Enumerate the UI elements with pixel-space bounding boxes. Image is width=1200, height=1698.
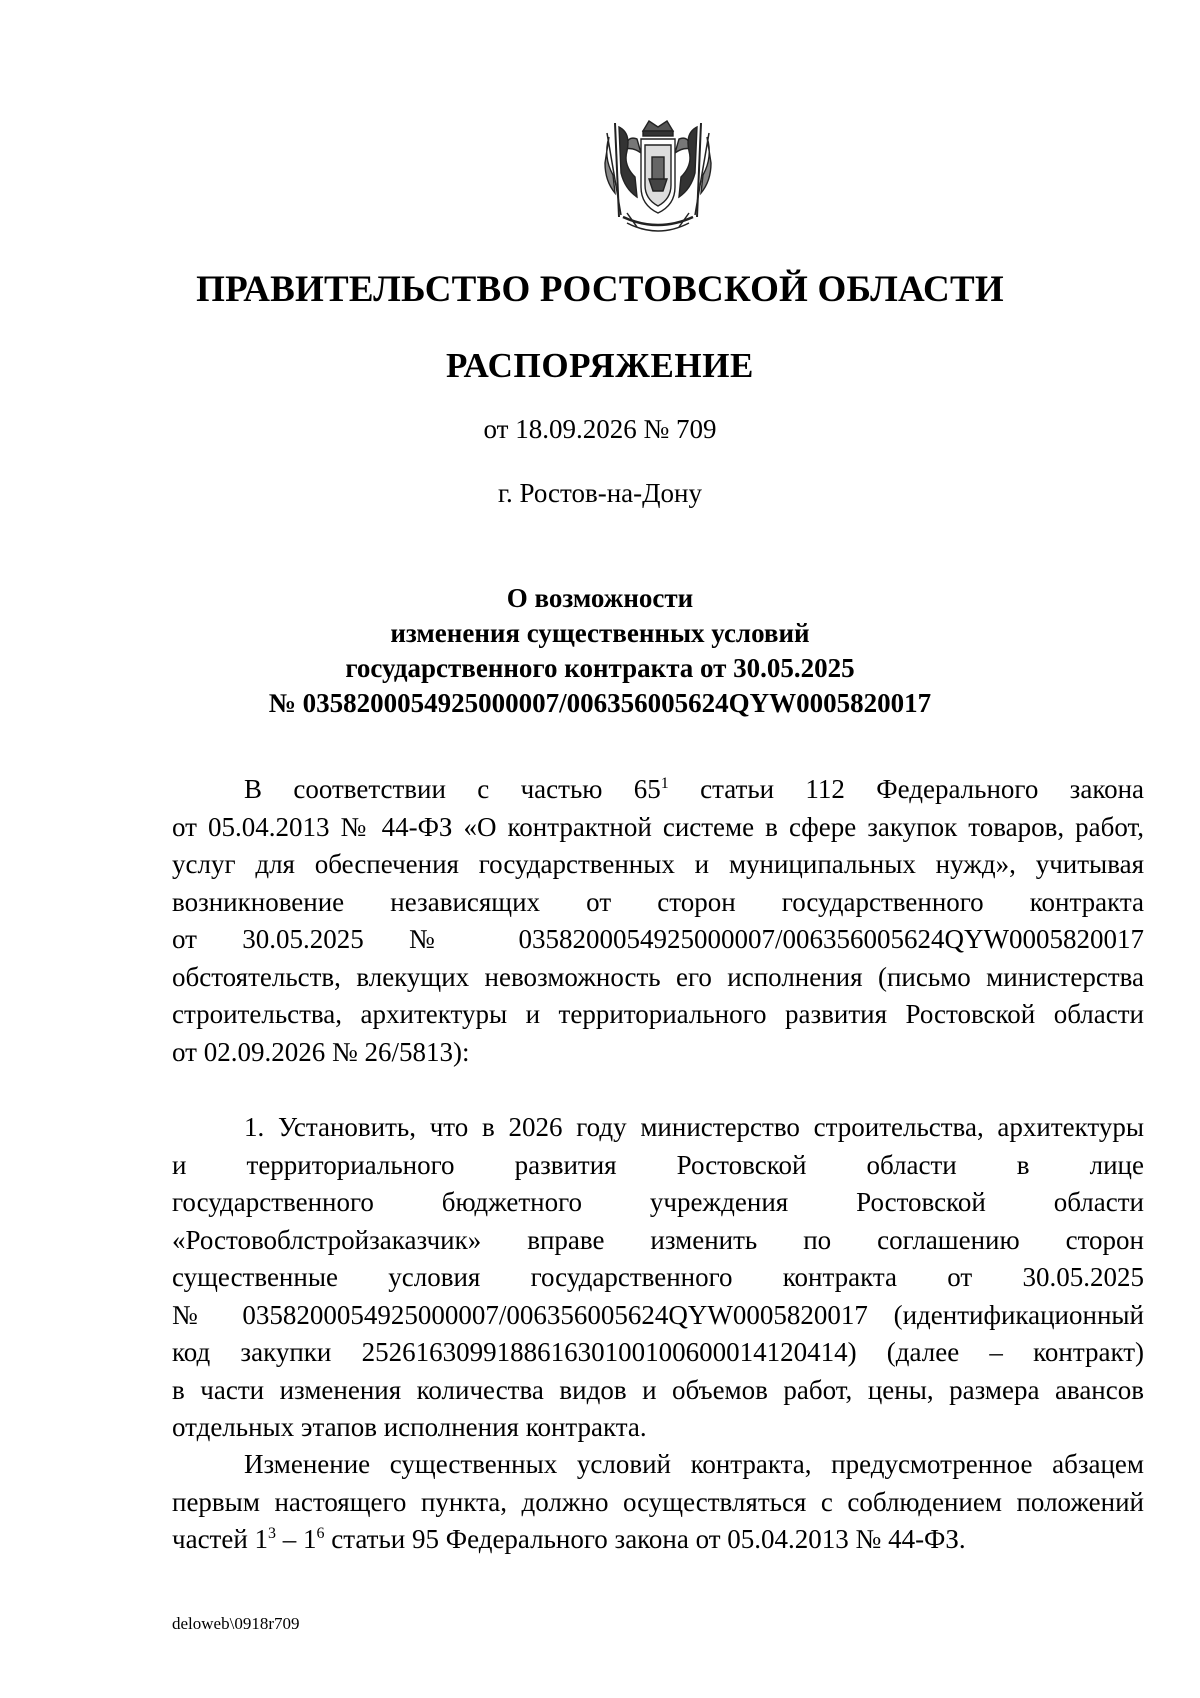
text-fragment: статьи 95 Федерального закона от 05.04.2013 № 44-ФЗ. [324,1524,966,1554]
coat-of-arms-icon [597,117,719,239]
text-fragment: частей 1 [172,1524,269,1554]
text-line: государственного бюджетного учреждения Ростовской области [172,1187,1144,1217]
text-line: существенные условия государственного контракта от 30.05.2025 [172,1262,1144,1292]
text-line: от 30.05.2025 № 0358200054925000007/006356005624QYW0005820017 [172,924,1144,954]
text-line: обстоятельств, влекущих невозможность его исполнения (письмо министерства [172,961,1144,992]
text-line: услуг для обеспечения государственных и муниципальных нужд», учитывая [172,849,1144,879]
text-fragment: статьи 112 Федерального закона [668,774,1144,804]
superscript: 6 [316,1525,325,1542]
text-line: в части изменения количества видов и объемов работ, цены, размера авансов [172,1374,1144,1405]
text-fragment: – 1 [276,1524,317,1554]
document-city: г. Ростов-на-Дону [497,478,702,508]
text-line: первым настоящего пункта, должно осуществляться с соблюдением положений [172,1486,1144,1517]
subject-line: изменения существенных условий [390,618,810,648]
text-line: отдельных этапов исполнения контракта. [172,1412,647,1442]
text-line: № 0358200054925000007/006356005624QYW0005820017 (идентификационный [172,1299,1144,1330]
text-line [172,1521,1144,1559]
text-line: строительства, архитектуры и территориального развития Ростовской области [172,999,1144,1029]
document-kind: РАСПОРЯЖЕНИЕ [445,346,754,385]
text-line: 1. Установить, что в 2026 году министерство строительства, архитектуры [244,1112,1144,1142]
text-line: «Ростовоблстройзаказчик» вправе изменить по соглашению сторон [172,1224,1144,1255]
document-date-number: от 18.09.2026 № 709 [483,414,717,444]
text-line: от 05.04.2013 № 44-ФЗ «О контрактной системе в сфере закупок товаров, работ, [172,811,1144,842]
item-1-paragraph [172,1109,1144,1447]
superscript: 3 [268,1525,277,1542]
text-line: и территориального развития Ростовской области в лице [172,1149,1144,1180]
document-subject [150,581,1050,721]
text-line: возникновение независящих от сторон государственного контракта [172,886,1144,917]
text-line: код закупки 252616309918861630100100600014120414) (далее – контракт) [172,1337,1144,1367]
text-line [172,771,1144,809]
text-line: Изменение существенных условий контракта, предусмотренное абзацем [244,1449,1144,1479]
text-line: от 02.09.2026 № 26/5813): [172,1036,470,1067]
superscript: 1 [660,775,669,792]
subject-line: государственного контракта от 30.05.2025 [345,653,855,683]
government-title: ПРАВИТЕЛЬСТВО РОСТОВСКОЙ ОБЛАСТИ [196,269,1004,310]
text-fragment: В соответствии с частью 65 [244,774,661,804]
preamble-paragraph [172,771,1144,1071]
item-1-second-paragraph [172,1446,1144,1559]
subject-line: О возможности [506,583,694,613]
file-reference: deloweb\0918r709 [172,1614,300,1633]
subject-line: № 0358200054925000007/006356005624QYW0005820017 [268,688,932,718]
